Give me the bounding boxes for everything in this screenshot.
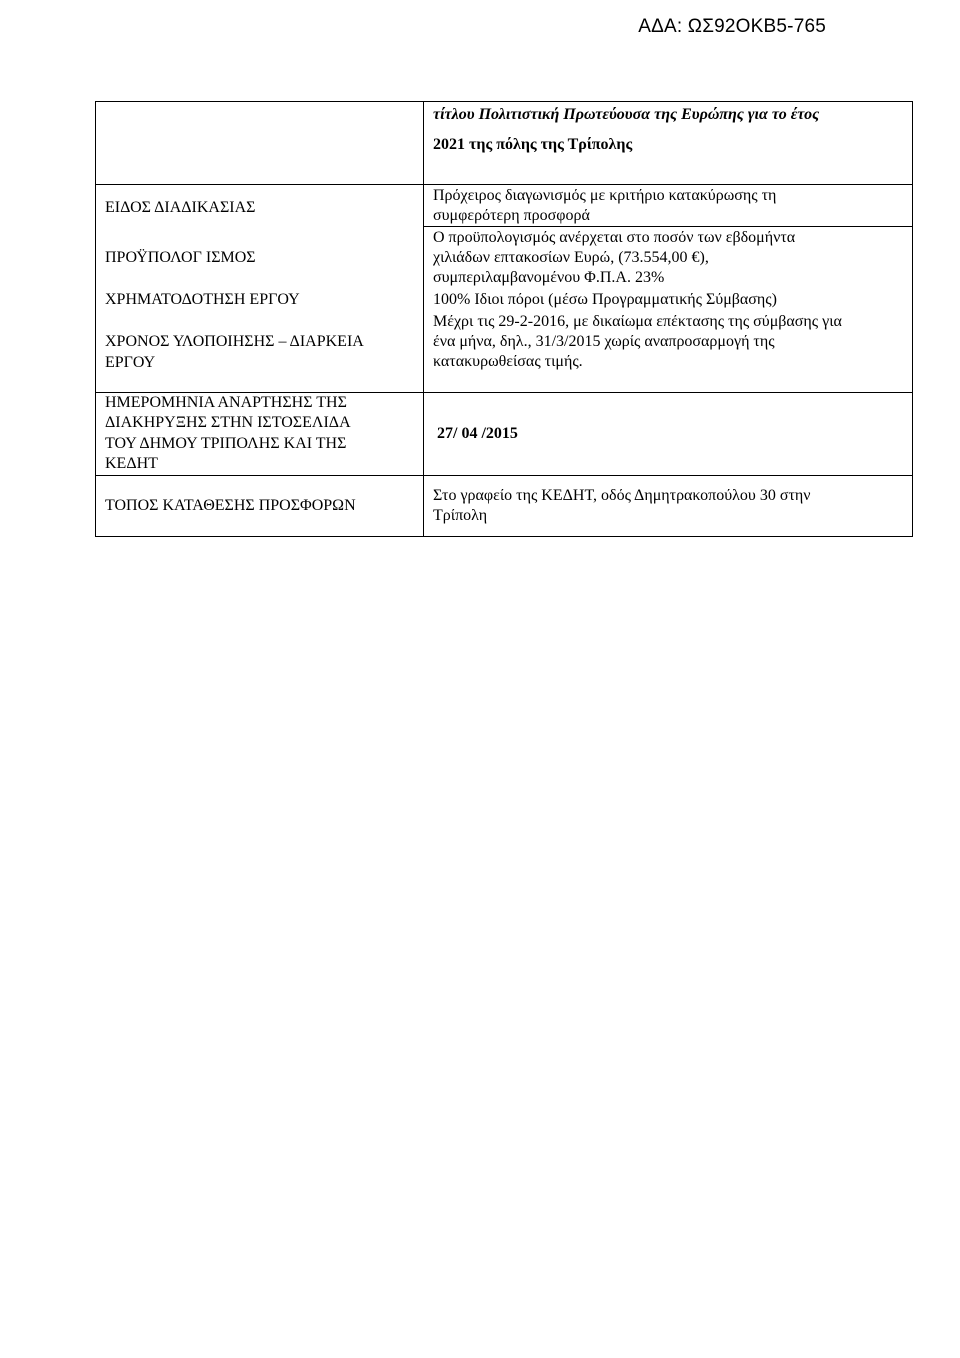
budget-value-line-1: Ο προϋπολογισμός ανέρχεται στο ποσόν των εβδομήντα: [433, 229, 796, 246]
posting-date-label-line-1: ΗΜΕΡΟΜΗΝΙΑ ΑΝΑΡΤΗΣΗΣ ΤΗΣ: [105, 394, 347, 411]
title-right-cell: [424, 102, 912, 184]
duration-value-line-2: ένα μήνα, δηλ., 31/3/2015 χωρίς αναπροσαρμογή της: [433, 333, 775, 350]
budget-value-line-3: συμπεριλαμβανομένου Φ.Π.Α. 23%: [433, 269, 665, 286]
duration-label-line-1: ΧΡΟΝΟΣ ΥΛΟΠΟΙΗΣΗΣ – ΔΙΑΡΚΕΙΑ: [105, 333, 364, 350]
budget-value-line-2: χιλιάδων επτακοσίων Ευρώ, (73.554,00 €),: [433, 249, 709, 266]
submission-place-value-line-2: Τρίπολη: [433, 507, 488, 524]
submission-place-value-line-1: Στο γραφείο της ΚΕΔΗΤ, οδός Δημητρακοπούλου 30 στην: [433, 487, 811, 504]
table-row-details: [96, 184, 912, 392]
funding-value: 100% Ιδιοι πόροι (μέσω Προγραμματικής Σύμβασης): [433, 291, 777, 308]
posting-date-label-line-2: ΔΙΑΚΗΡΥΞΗΣ ΣΤΗΝ ΙΣΤΟΣΕΛΙΔΑ: [105, 414, 351, 431]
procedure-label: ΕΙΔΟΣ ΔΙΑΔΙΚΑΣΙΑΣ: [105, 199, 256, 216]
ada-code: ΑΔΑ: ΩΣ92ΟΚΒ5-765: [638, 16, 826, 37]
details-values-cell: [424, 185, 912, 392]
duration-value-line-3: κατακυρωθείσας τιμής.: [433, 353, 583, 370]
title-left-cell: [96, 102, 424, 184]
procedure-value-line-1: Πρόχειρος διαγωνισμός με κριτήριο κατακύρωσης τη: [433, 187, 777, 204]
posting-date-value: 27/ 04 /2015: [437, 425, 518, 442]
posting-date-label-line-4: ΚΕΔΗΤ: [105, 455, 158, 472]
table-row-submission-place: [96, 475, 912, 536]
submission-place-value-cell: [424, 476, 912, 536]
procedure-value-line-2: συμφερότερη προσφορά: [433, 207, 590, 224]
details-labels-cell: [96, 185, 424, 392]
duration-value-line-1: Μέχρι τις 29-2-2016, με δικαίωμα επέκτασης της σύμβασης για: [433, 313, 842, 330]
posting-date-label-line-3: ΤΟΥ ΔΗΜΟΥ ΤΡΙΠΟΛΗΣ ΚΑΙ ΤΗΣ: [105, 435, 347, 452]
table-row-posting-date: [96, 392, 912, 475]
title-line-1: τίτλου Πολιτιστική Πρωτεύουσα της Ευρώπης για το έτος: [433, 106, 820, 123]
submission-place-label: ΤΟΠΟΣ ΚΑΤΑΘΕΣΗΣ ΠΡΟΣΦΟΡΩΝ: [105, 497, 356, 514]
funding-label: ΧΡΗΜΑΤΟΔΟΤΗΣΗ ΕΡΓΟΥ: [105, 291, 300, 308]
posting-date-value-cell: [424, 393, 912, 475]
duration-label-line-2: ΕΡΓΟΥ: [105, 354, 156, 371]
posting-date-label-cell: [96, 393, 424, 475]
submission-place-label-cell: [96, 476, 424, 536]
procedure-divider: [424, 226, 912, 227]
table-row-title: [96, 102, 912, 184]
tender-info-table: [95, 101, 913, 537]
title-line-2: 2021 της πόλης της Τρίπολης: [433, 136, 633, 153]
budget-label: ΠΡΟΫΠΟΛΟΓ ΙΣΜΟΣ: [105, 249, 256, 266]
